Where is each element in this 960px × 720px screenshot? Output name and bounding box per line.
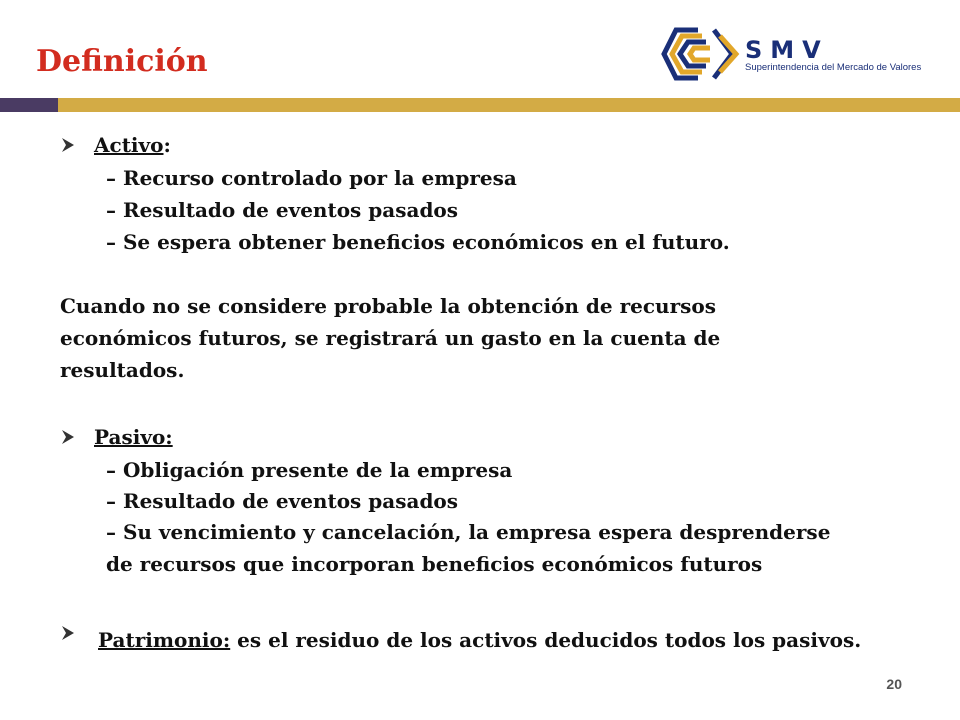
pasivo-bullet	[60, 425, 173, 449]
logo-subtitle: Superintendencia del Mercado de Valores	[745, 62, 922, 73]
pasivo-item: – Su vencimiento y cancelación, la empresa espera desprenderse	[106, 520, 831, 544]
activo-item: – Recurso controlado por la empresa	[106, 166, 517, 190]
activo-item: – Se espera obtener beneficios económicos en el futuro.	[106, 230, 730, 254]
header-bar-right	[58, 98, 960, 112]
activo-bullet	[60, 133, 171, 157]
arrow-bullet-icon	[60, 137, 76, 153]
header-bar-left	[0, 98, 58, 112]
patrimonio-paragraph	[98, 620, 893, 660]
patrimonio-bullet	[60, 625, 94, 641]
arrow-bullet-icon	[60, 429, 76, 445]
pasivo-item: de recursos que incorporan beneficios económicos futuros	[106, 552, 763, 576]
activo-note: Cuando no se considere probable la obtención de recursos económicos futuros, se registrará un gasto en la cuenta de resultados.	[60, 294, 721, 382]
activo-colon: :	[163, 133, 171, 157]
page-number: 20	[886, 676, 902, 692]
activo-item: – Resultado de eventos pasados	[106, 198, 459, 222]
pasivo-heading: Pasivo:	[94, 425, 173, 449]
patrimonio-text: es el residuo de los activos deducidos todos los pasivos.	[230, 628, 862, 652]
logo-wordmark: SMV	[745, 36, 829, 64]
patrimonio-heading: Patrimonio:	[98, 628, 231, 652]
pasivo-item: – Obligación presente de la empresa	[106, 458, 513, 482]
arrow-bullet-icon	[60, 625, 76, 641]
activo-heading: Activo	[94, 133, 164, 157]
slide-title: Definición	[36, 44, 208, 79]
pasivo-item: – Resultado de eventos pasados	[106, 489, 459, 513]
